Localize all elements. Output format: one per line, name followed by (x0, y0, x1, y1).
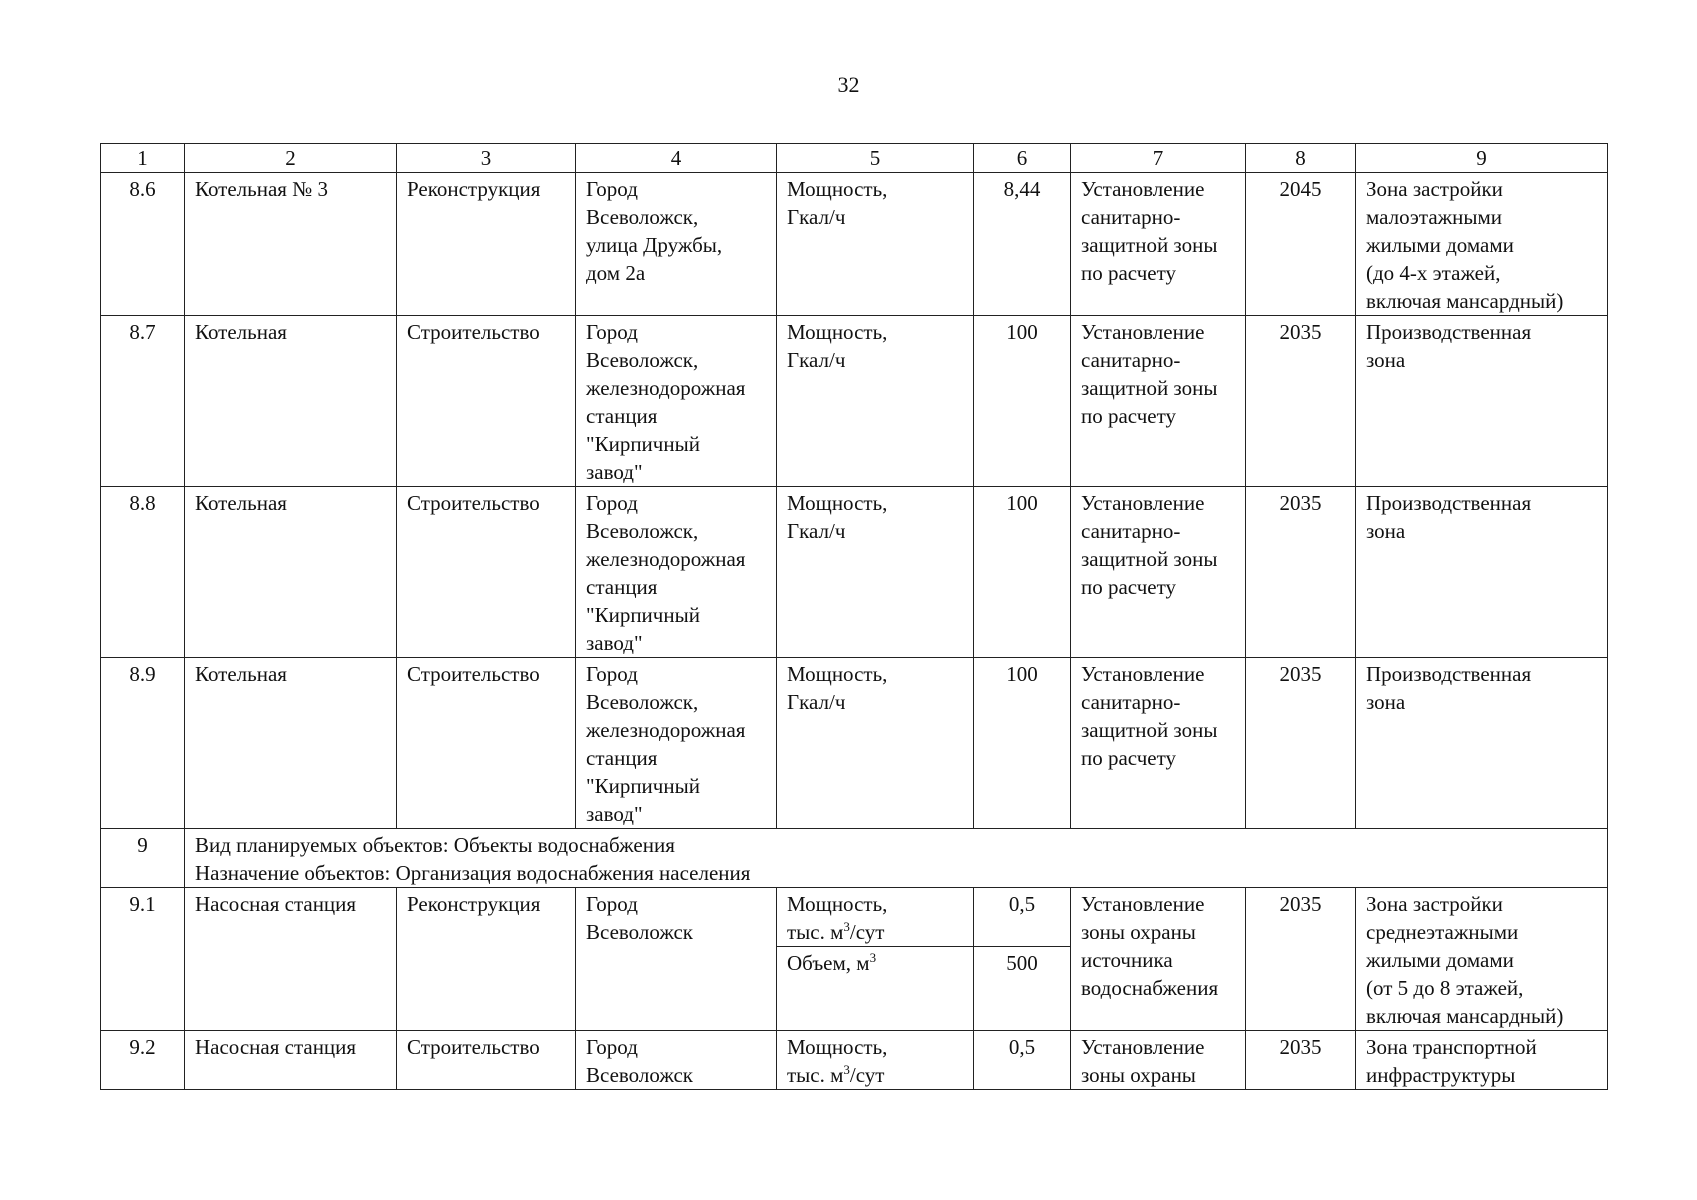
parameter-value: 0,5 (974, 888, 1071, 947)
object-location (576, 173, 777, 316)
work-kind: Строительство (397, 316, 576, 487)
object-location (576, 658, 777, 829)
parameter-value: 8,44 (974, 173, 1071, 316)
location-line: Всеволожск (586, 920, 694, 944)
parameter-value: 100 (974, 316, 1071, 487)
column-number: 8 (1246, 144, 1356, 173)
parameter-line: Мощность, (787, 892, 888, 916)
func-zone-line: (от 5 до 8 этажей, (1366, 976, 1524, 1000)
zone-line: Установление (1081, 1035, 1205, 1059)
func-zone-line: Производственная (1366, 320, 1532, 344)
zone-line: Установление (1081, 892, 1205, 916)
object-location (576, 316, 777, 487)
target-year: 2045 (1246, 173, 1356, 316)
zone-line: санитарно- (1081, 519, 1181, 543)
zone-line: защитной зоны (1081, 718, 1218, 742)
parameter-name (777, 487, 974, 658)
location-line: завод" (586, 631, 643, 655)
parameter-value: 0,5 (974, 1031, 1071, 1090)
work-kind: Строительство (397, 487, 576, 658)
column-number-row (101, 144, 1608, 173)
location-line: Город (586, 177, 638, 201)
object-name: Насосная станция (185, 1031, 397, 1090)
functional-zone (1356, 888, 1608, 1031)
parameter-line: Мощность, (787, 1035, 888, 1059)
table-row (101, 658, 1608, 829)
location-line: Всеволожск, (586, 519, 699, 543)
functional-zone (1356, 316, 1608, 487)
parameter-name (777, 658, 974, 829)
parameter-name (777, 888, 974, 947)
location-line: железнодорожная (586, 718, 746, 742)
location-line: Город (586, 491, 638, 515)
zone-line: санитарно- (1081, 348, 1181, 372)
parameter-name (777, 316, 974, 487)
object-name: Котельная (185, 487, 397, 658)
func-zone-line: жилыми домами (1366, 233, 1514, 257)
zone-line: защитной зоны (1081, 376, 1218, 400)
zone-line: Установление (1081, 491, 1205, 515)
parameter-value: 500 (974, 947, 1071, 1031)
target-year: 2035 (1246, 487, 1356, 658)
parameter-text: тыс. м (787, 920, 844, 944)
functional-zone (1356, 1031, 1608, 1090)
superscript: 3 (843, 1062, 850, 1077)
zone-line: по расчету (1081, 746, 1176, 770)
work-kind: Строительство (397, 1031, 576, 1090)
column-number: 7 (1071, 144, 1246, 173)
parameter-line (787, 1061, 963, 1089)
protection-zone (1071, 487, 1246, 658)
object-name: Котельная (185, 658, 397, 829)
location-line: станция (586, 404, 658, 428)
object-location (576, 1031, 777, 1090)
parameter-name (777, 947, 974, 1031)
target-year: 2035 (1246, 658, 1356, 829)
functional-zone (1356, 173, 1608, 316)
protection-zone (1071, 888, 1246, 1031)
row-number: 9.1 (101, 888, 185, 1031)
column-number: 3 (397, 144, 576, 173)
func-zone-line: Зона транспортной (1366, 1035, 1537, 1059)
func-zone-line: включая мансардный) (1366, 289, 1564, 313)
protection-zone (1071, 173, 1246, 316)
column-number: 2 (185, 144, 397, 173)
parameter-value: 100 (974, 658, 1071, 829)
location-line: завод" (586, 802, 643, 826)
column-number: 6 (974, 144, 1071, 173)
func-zone-line: Зона застройки (1366, 177, 1503, 201)
table-row (101, 173, 1608, 316)
object-location (576, 487, 777, 658)
parameter-name (777, 173, 974, 316)
location-line: станция (586, 575, 658, 599)
work-kind: Реконструкция (397, 173, 576, 316)
row-number: 8.8 (101, 487, 185, 658)
table-row (101, 487, 1608, 658)
parameter-line: Гкал/ч (787, 519, 846, 543)
zone-line: зоны охраны (1081, 920, 1196, 944)
location-line: станция (586, 746, 658, 770)
zone-line: по расчету (1081, 575, 1176, 599)
parameter-line: Мощность, (787, 320, 888, 344)
object-name: Насосная станция (185, 888, 397, 1031)
group-object-purpose: Назначение объектов: Организация водоснабжения населения (195, 861, 751, 885)
func-zone-line: Зона застройки (1366, 892, 1503, 916)
location-line: железнодорожная (586, 547, 746, 571)
func-zone-line: инфраструктуры (1366, 1063, 1516, 1087)
func-zone-line: малоэтажными (1366, 205, 1503, 229)
object-name: Котельная № 3 (185, 173, 397, 316)
row-number: 8.6 (101, 173, 185, 316)
group-number: 9 (101, 829, 185, 888)
func-zone-line: зона (1366, 690, 1406, 714)
protection-zone (1071, 316, 1246, 487)
table-row (101, 888, 1608, 947)
func-zone-line: зона (1366, 348, 1406, 372)
functional-zone (1356, 487, 1608, 658)
work-kind: Реконструкция (397, 888, 576, 1031)
parameter-line (787, 949, 963, 977)
location-line: Город (586, 892, 638, 916)
zone-line: Установление (1081, 662, 1205, 686)
func-zone-line: зона (1366, 519, 1406, 543)
object-name: Котельная (185, 316, 397, 487)
parameter-line (787, 918, 963, 946)
parameter-text: тыс. м (787, 1063, 844, 1087)
page-number: 32 (837, 72, 860, 97)
zone-line: защитной зоны (1081, 547, 1218, 571)
location-line: Всеволожск, (586, 690, 699, 714)
location-line: "Кирпичный (586, 774, 700, 798)
column-number: 9 (1356, 144, 1608, 173)
zone-line: источника (1081, 948, 1173, 972)
parameter-line: Мощность, (787, 491, 888, 515)
zone-line: по расчету (1081, 261, 1176, 285)
planned-objects-table (100, 143, 1608, 1090)
func-zone-line: Производственная (1366, 662, 1532, 686)
target-year: 2035 (1246, 316, 1356, 487)
parameter-line: Гкал/ч (787, 348, 846, 372)
target-year: 2035 (1246, 1031, 1356, 1090)
superscript: 3 (843, 919, 850, 934)
zone-line: защитной зоны (1081, 233, 1218, 257)
row-number: 8.7 (101, 316, 185, 487)
parameter-line: Гкал/ч (787, 690, 846, 714)
parameter-line: Гкал/ч (787, 205, 846, 229)
zone-line: по расчету (1081, 404, 1176, 428)
location-line: завод" (586, 460, 643, 484)
protection-zone (1071, 1031, 1246, 1090)
func-zone-line: среднеэтажными (1366, 920, 1519, 944)
zone-line: водоснабжения (1081, 976, 1219, 1000)
location-line: Всеволожск (586, 1063, 694, 1087)
location-line: Город (586, 662, 638, 686)
parameter-line: Мощность, (787, 177, 888, 201)
functional-zone (1356, 658, 1608, 829)
parameter-text: /сут (849, 920, 885, 944)
location-line: Всеволожск, (586, 205, 699, 229)
location-line: железнодорожная (586, 376, 746, 400)
group-object-type: Вид планируемых объектов: Объекты водоснабжения (195, 833, 675, 857)
location-line: "Кирпичный (586, 432, 700, 456)
location-line: Всеволожск, (586, 348, 699, 372)
zone-line: зоны охраны (1081, 1063, 1196, 1087)
protection-zone (1071, 658, 1246, 829)
superscript: 3 (869, 950, 877, 966)
func-zone-line: включая мансардный) (1366, 1004, 1564, 1028)
parameter-text: /сут (849, 1063, 885, 1087)
table-row (101, 1031, 1608, 1090)
location-line: Город (586, 320, 638, 344)
parameter-name (777, 1031, 974, 1090)
column-number: 5 (777, 144, 974, 173)
func-zone-line: (до 4-х этажей, (1366, 261, 1501, 285)
zone-line: санитарно- (1081, 690, 1181, 714)
func-zone-line: жилыми домами (1366, 948, 1514, 972)
group-row (101, 829, 1608, 888)
column-number: 4 (576, 144, 777, 173)
location-line: улица Дружбы, (586, 233, 723, 257)
row-number: 8.9 (101, 658, 185, 829)
work-kind: Строительство (397, 658, 576, 829)
row-number: 9.2 (101, 1031, 185, 1090)
object-location (576, 888, 777, 1031)
parameter-value: 100 (974, 487, 1071, 658)
zone-line: Установление (1081, 320, 1205, 344)
table-row (101, 316, 1608, 487)
parameter-text: Объем, м (787, 951, 870, 976)
location-line: "Кирпичный (586, 603, 700, 627)
func-zone-line: Производственная (1366, 491, 1532, 515)
column-number: 1 (101, 144, 185, 173)
zone-line: Установление (1081, 177, 1205, 201)
target-year: 2035 (1246, 888, 1356, 1031)
location-line: Город (586, 1035, 638, 1059)
group-description (185, 829, 1608, 888)
parameter-line: Мощность, (787, 662, 888, 686)
location-line: дом 2а (586, 261, 646, 285)
zone-line: санитарно- (1081, 205, 1181, 229)
